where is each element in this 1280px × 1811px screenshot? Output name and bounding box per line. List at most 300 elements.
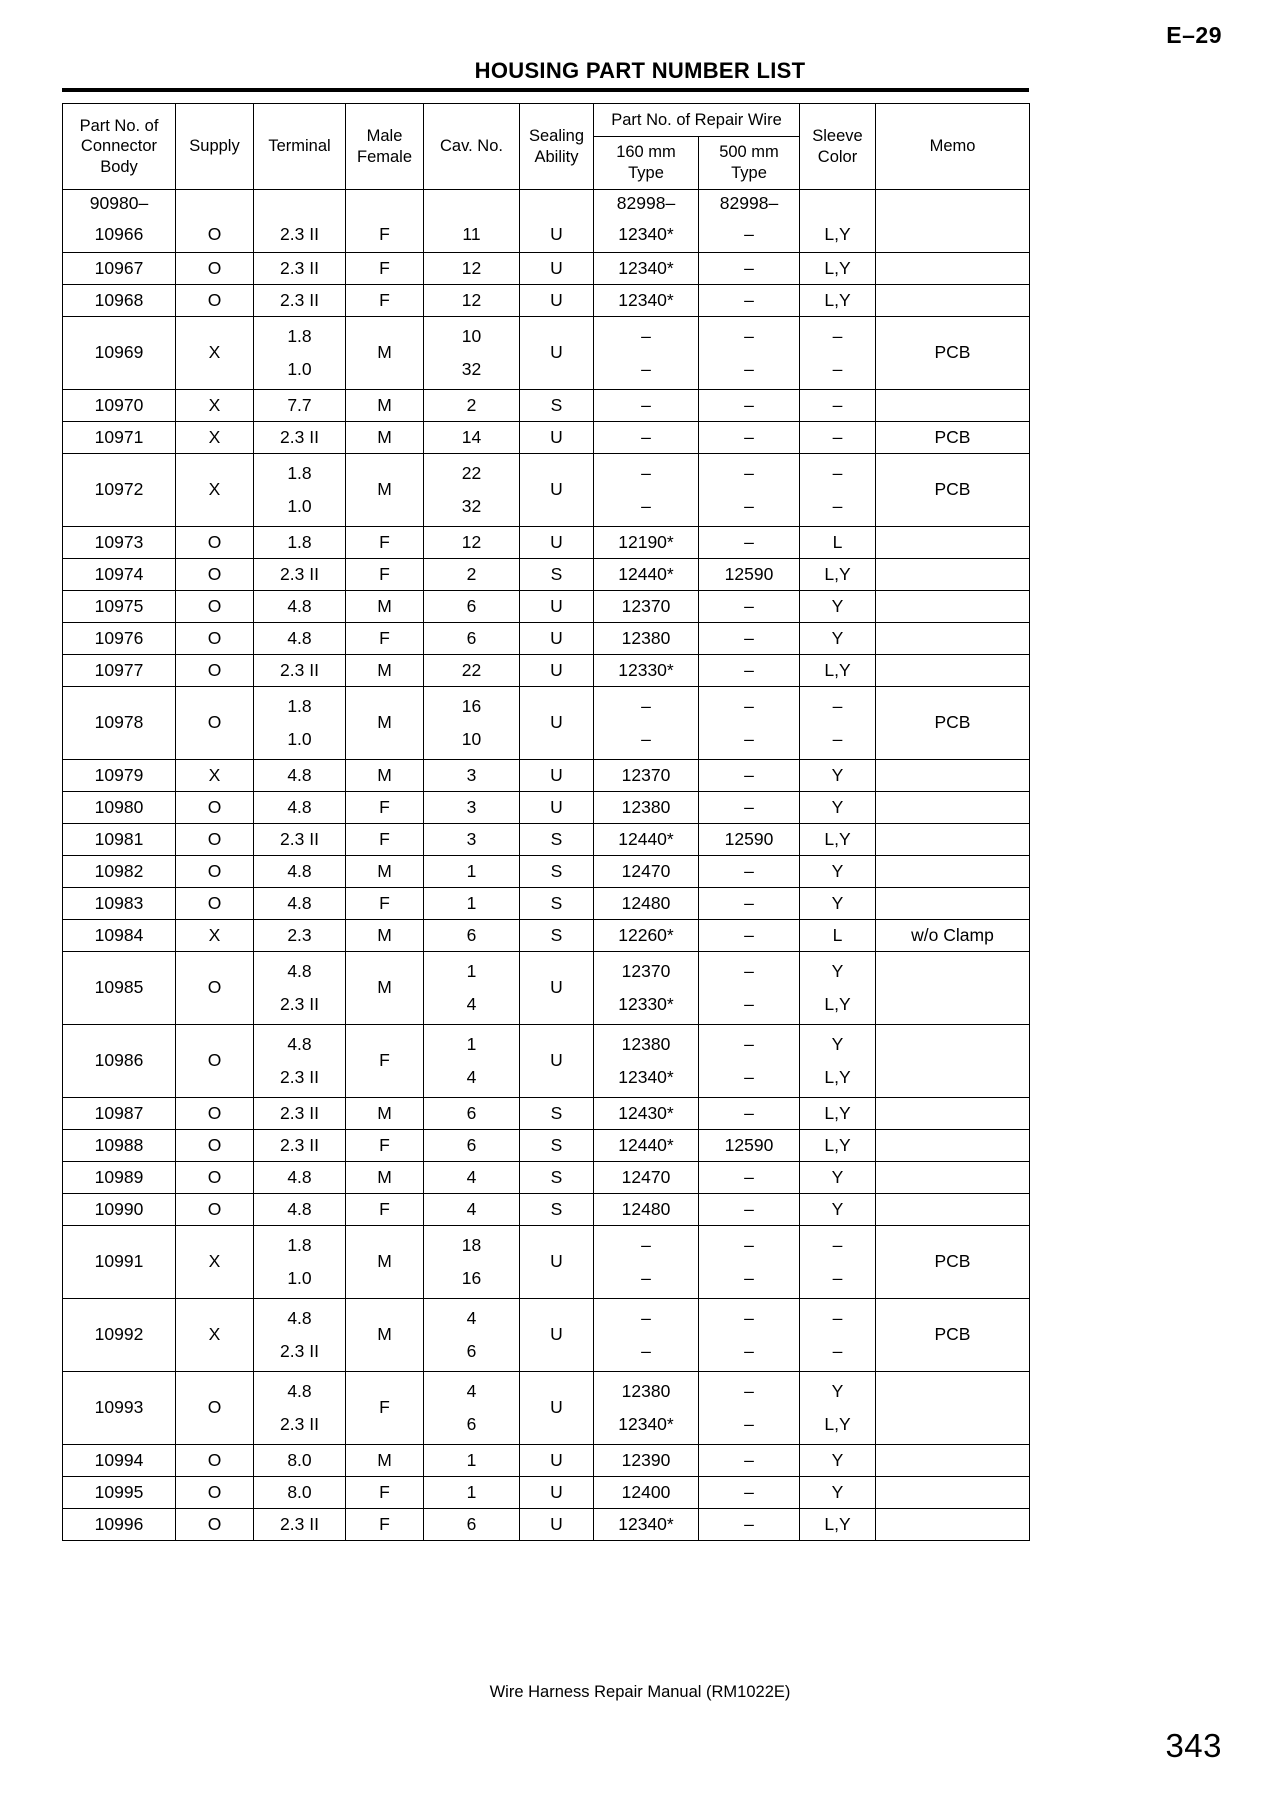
cell-repair-wire-500mm-line-1: – — [744, 325, 754, 346]
cell-supply: O — [176, 1509, 254, 1541]
cell-terminal: 1.8 — [254, 527, 346, 559]
cell-repair-wire-160mm-line-2: 12340* — [618, 1413, 674, 1434]
column-header-male: Male — [366, 126, 403, 145]
cell-terminal: 4.8 — [254, 1194, 346, 1226]
cell-repair-wire-500mm: 12590 — [699, 559, 800, 591]
cell-sleeve-color — [800, 1025, 876, 1098]
cell-repair-wire-500mm: – — [699, 792, 800, 824]
cell-sleeve-color: L — [800, 920, 876, 952]
cell-repair-wire-500mm: – — [699, 623, 800, 655]
cell-male-female: F — [346, 1130, 424, 1162]
cell-cav-no: 3 — [424, 792, 520, 824]
cell-sleeve-color: L,Y — [800, 1098, 876, 1130]
cell-supply: X — [176, 1299, 254, 1372]
cell-male-female: M — [346, 655, 424, 687]
cell-repair-wire-500mm: – — [699, 253, 800, 285]
cell-cav-no-line-2: 6 — [466, 1413, 477, 1434]
cell-part-no: 10975 — [63, 591, 176, 623]
cell-sleeve-color: Y — [800, 792, 876, 824]
cell-sleeve-color-line-1: – — [832, 325, 843, 346]
column-header-repair-wire-group: Part No. of Repair Wire — [594, 104, 800, 137]
cell-terminal: 2.3 II — [254, 422, 346, 454]
cell-sleeve-color-line-2: L,Y — [824, 993, 851, 1014]
cell-male-female: F — [346, 1025, 424, 1098]
cell-terminal: 4.8 — [254, 856, 346, 888]
cell-repair-wire-160mm: 12470 — [594, 856, 699, 888]
cell-memo — [876, 218, 1030, 253]
cell-cav-no-line-1: 1 — [466, 1033, 477, 1054]
cell-sealing-ability: S — [520, 1130, 594, 1162]
cell-memo: PCB — [876, 687, 1030, 760]
cell-sleeve-color: L,Y — [800, 824, 876, 856]
cell-supply: O — [176, 1477, 254, 1509]
cell-terminal: 8.0 — [254, 1445, 346, 1477]
cell-repair-wire-160mm — [594, 687, 699, 760]
cell-sealing-ability: S — [520, 1194, 594, 1226]
table-row — [63, 792, 1030, 824]
cell-sleeve-color: Y — [800, 888, 876, 920]
cell-sleeve-color: Y — [800, 856, 876, 888]
table-row — [63, 1098, 1030, 1130]
cell-repair-wire-160mm-line-1: – — [641, 695, 651, 716]
cell-terminal-line-1: 4.8 — [287, 1380, 312, 1401]
table-row — [63, 623, 1030, 655]
cell-terminal: 2.3 — [254, 920, 346, 952]
cell-memo: PCB — [876, 317, 1030, 390]
section-code: E–29 — [1166, 22, 1222, 48]
cell-sealing-ability: U — [520, 317, 594, 390]
cell-cav-no: 1 — [424, 888, 520, 920]
column-header-part-no-line1: Part No. of — [79, 116, 159, 135]
cell-memo: PCB — [876, 422, 1030, 454]
column-header-female: Female — [356, 147, 413, 166]
cell-cav-no: 6 — [424, 1130, 520, 1162]
cell-terminal: 2.3 II — [254, 1098, 346, 1130]
cell-part-no: 10966 — [63, 218, 176, 253]
table-row — [63, 952, 1030, 1025]
cell-repair-wire-160mm-line-1: – — [641, 325, 651, 346]
cell-memo — [876, 1509, 1030, 1541]
cell-repair-wire-500mm: – — [699, 1509, 800, 1541]
cell-cav-no-line-2: 32 — [461, 495, 482, 516]
cell-part-no: 10992 — [63, 1299, 176, 1372]
cell-male-female: F — [346, 559, 424, 591]
cell-terminal-line-1: 4.8 — [287, 1307, 312, 1328]
cell-sleeve-color — [800, 1299, 876, 1372]
cell-part-no: 90980– — [63, 190, 176, 219]
cell-part-no: 10971 — [63, 422, 176, 454]
cell-cav-no: 3 — [424, 760, 520, 792]
cell-male-female: M — [346, 1098, 424, 1130]
cell-cav-no — [424, 454, 520, 527]
cell-repair-wire-160mm — [594, 1372, 699, 1445]
cell-memo — [876, 253, 1030, 285]
cell-sleeve-color-line-1: Y — [831, 1380, 844, 1401]
cell-sealing-ability: U — [520, 527, 594, 559]
table-row — [63, 317, 1030, 390]
cell-repair-wire-160mm-line-1: 12380 — [621, 1380, 671, 1401]
cell-repair-wire-160mm: 82998– — [594, 190, 699, 219]
column-header-memo: Memo — [876, 104, 1030, 190]
column-header-cav-no: Cav. No. — [424, 104, 520, 190]
cell-terminal-line-2: 1.0 — [287, 495, 312, 516]
cell-sealing-ability: S — [520, 390, 594, 422]
cell-memo — [876, 1194, 1030, 1226]
cell-supply — [176, 190, 254, 219]
cell-sleeve-color — [800, 454, 876, 527]
cell-sleeve-color: Y — [800, 1194, 876, 1226]
cell-male-female: F — [346, 218, 424, 253]
cell-terminal: 2.3 II — [254, 218, 346, 253]
cell-terminal-line-2: 2.3 II — [280, 993, 319, 1014]
cell-sleeve-color — [800, 1372, 876, 1445]
cell-repair-wire-160mm — [594, 317, 699, 390]
cell-repair-wire-500mm-line-1: – — [744, 960, 754, 981]
cell-supply: O — [176, 623, 254, 655]
cell-repair-wire-160mm: 12190* — [594, 527, 699, 559]
cell-part-no: 10977 — [63, 655, 176, 687]
cell-terminal: 2.3 II — [254, 559, 346, 591]
cell-sleeve-color — [800, 952, 876, 1025]
cell-male-female: M — [346, 591, 424, 623]
cell-terminal: 4.8 — [254, 1162, 346, 1194]
cell-part-no: 10983 — [63, 888, 176, 920]
cell-sealing-ability: S — [520, 1162, 594, 1194]
cell-sleeve-color: – — [800, 390, 876, 422]
cell-cav-no-line-2: 4 — [466, 1066, 477, 1087]
cell-memo — [876, 792, 1030, 824]
column-header-160mm: 160 mm — [616, 143, 676, 162]
cell-part-no: 10996 — [63, 1509, 176, 1541]
cell-repair-wire-500mm-line-1: – — [744, 1234, 754, 1255]
table-row — [63, 1226, 1030, 1299]
cell-terminal-line-2: 1.0 — [287, 358, 312, 379]
cell-supply: O — [176, 1372, 254, 1445]
cell-male-female: M — [346, 952, 424, 1025]
cell-repair-wire-500mm: – — [699, 1445, 800, 1477]
cell-cav-no-line-1: 4 — [466, 1380, 477, 1401]
cell-memo — [876, 591, 1030, 623]
cell-repair-wire-500mm: – — [699, 218, 800, 253]
cell-terminal-line-1: 1.8 — [287, 325, 312, 346]
column-header-160mm-type — [594, 137, 699, 190]
column-header-terminal: Terminal — [254, 104, 346, 190]
cell-sealing-ability: U — [520, 792, 594, 824]
cell-terminal — [254, 687, 346, 760]
cell-supply: O — [176, 527, 254, 559]
cell-terminal — [254, 952, 346, 1025]
cell-male-female: F — [346, 253, 424, 285]
cell-part-no: 10976 — [63, 623, 176, 655]
table-body — [63, 190, 1030, 1541]
cell-male-female: F — [346, 888, 424, 920]
cell-cav-no: 12 — [424, 253, 520, 285]
cell-repair-wire-500mm-line-2: – — [744, 1413, 754, 1434]
cell-repair-wire-500mm: – — [699, 888, 800, 920]
table-row — [63, 422, 1030, 454]
cell-sleeve-color: – — [800, 422, 876, 454]
cell-sleeve-color: Y — [800, 623, 876, 655]
cell-repair-wire-500mm: 12590 — [699, 1130, 800, 1162]
cell-terminal-line-2: 1.0 — [287, 1267, 312, 1288]
cell-sleeve-color — [800, 1226, 876, 1299]
cell-memo — [876, 655, 1030, 687]
cell-memo — [876, 527, 1030, 559]
cell-repair-wire-160mm-line-2: 12330* — [618, 993, 674, 1014]
title-underline — [62, 88, 1029, 92]
cell-part-no: 10989 — [63, 1162, 176, 1194]
cell-sleeve-color-line-2: – — [832, 358, 843, 379]
cell-repair-wire-500mm-line-1: – — [744, 1033, 754, 1054]
column-header-part-no-line2: Connector — [80, 137, 158, 156]
cell-repair-wire-160mm-line-2: – — [641, 495, 651, 516]
cell-repair-wire-160mm: 12380 — [594, 623, 699, 655]
cell-terminal-line-1: 1.8 — [287, 695, 312, 716]
cell-repair-wire-500mm-line-2: – — [744, 1267, 754, 1288]
cell-supply: O — [176, 1445, 254, 1477]
cell-cav-no: 6 — [424, 591, 520, 623]
cell-terminal-line-2: 2.3 II — [280, 1413, 319, 1434]
cell-repair-wire-160mm: 12260* — [594, 920, 699, 952]
cell-repair-wire-160mm: 12330* — [594, 655, 699, 687]
table-row — [63, 687, 1030, 760]
cell-repair-wire-500mm-line-1: – — [744, 462, 754, 483]
cell-terminal: 4.8 — [254, 760, 346, 792]
cell-repair-wire-160mm-line-2: – — [641, 728, 651, 749]
cell-terminal: 4.8 — [254, 888, 346, 920]
cell-sealing-ability: S — [520, 559, 594, 591]
cell-repair-wire-500mm: – — [699, 1194, 800, 1226]
cell-sleeve-color: L,Y — [800, 1509, 876, 1541]
cell-sleeve-color: Y — [800, 760, 876, 792]
cell-part-no: 10978 — [63, 687, 176, 760]
cell-repair-wire-160mm — [594, 1025, 699, 1098]
cell-sealing-ability: U — [520, 253, 594, 285]
cell-sleeve-color: L,Y — [800, 285, 876, 317]
cell-terminal-line-1: 4.8 — [287, 960, 312, 981]
cell-sealing-ability: S — [520, 888, 594, 920]
cell-repair-wire-500mm: 82998– — [699, 190, 800, 219]
cell-part-no: 10986 — [63, 1025, 176, 1098]
cell-cav-no-line-2: 4 — [466, 993, 477, 1014]
table-row — [63, 559, 1030, 591]
cell-cav-no: 6 — [424, 623, 520, 655]
cell-repair-wire-160mm: – — [594, 422, 699, 454]
cell-male-female: F — [346, 792, 424, 824]
cell-repair-wire-500mm-line-2: – — [744, 1340, 754, 1361]
cell-sleeve-color-line-1: – — [832, 695, 843, 716]
cell-repair-wire-160mm: 12480 — [594, 888, 699, 920]
cell-repair-wire-500mm — [699, 1372, 800, 1445]
cell-terminal: 2.3 II — [254, 655, 346, 687]
cell-terminal-line-1: 1.8 — [287, 1234, 312, 1255]
cell-terminal: 4.8 — [254, 792, 346, 824]
table-row — [63, 1477, 1030, 1509]
housing-part-number-table — [62, 103, 1030, 1541]
cell-part-no: 10993 — [63, 1372, 176, 1445]
column-header-sealing: Sealing — [528, 126, 585, 145]
cell-memo — [876, 856, 1030, 888]
cell-supply: O — [176, 559, 254, 591]
cell-supply: X — [176, 390, 254, 422]
column-header-ability: Ability — [534, 147, 579, 166]
cell-sleeve-color: L,Y — [800, 655, 876, 687]
cell-memo — [876, 760, 1030, 792]
cell-part-no: 10980 — [63, 792, 176, 824]
cell-sealing-ability: U — [520, 1372, 594, 1445]
cell-sleeve-color: L — [800, 527, 876, 559]
cell-sleeve-color-line-1: – — [832, 1307, 843, 1328]
cell-supply: O — [176, 1162, 254, 1194]
cell-sleeve-color: L,Y — [800, 559, 876, 591]
cell-repair-wire-500mm: – — [699, 390, 800, 422]
cell-supply: X — [176, 317, 254, 390]
cell-part-no: 10969 — [63, 317, 176, 390]
cell-repair-wire-500mm-line-2: – — [744, 495, 754, 516]
cell-cav-no: 1 — [424, 856, 520, 888]
cell-sealing-ability: U — [520, 591, 594, 623]
cell-terminal — [254, 1372, 346, 1445]
cell-cav-no — [424, 1226, 520, 1299]
cell-repair-wire-500mm — [699, 317, 800, 390]
cell-repair-wire-160mm: 12440* — [594, 824, 699, 856]
cell-cav-no-line-2: 6 — [466, 1340, 477, 1361]
table-header — [63, 104, 1030, 190]
cell-part-no: 10985 — [63, 952, 176, 1025]
cell-cav-no-line-2: 10 — [461, 728, 482, 749]
cell-repair-wire-500mm: – — [699, 285, 800, 317]
cell-sleeve-color: Y — [800, 1445, 876, 1477]
cell-repair-wire-160mm: 12440* — [594, 559, 699, 591]
cell-sleeve-color — [800, 317, 876, 390]
cell-cav-no — [424, 687, 520, 760]
cell-sealing-ability: S — [520, 1098, 594, 1130]
cell-memo: PCB — [876, 1299, 1030, 1372]
cell-memo — [876, 1477, 1030, 1509]
cell-supply: O — [176, 591, 254, 623]
cell-repair-wire-500mm — [699, 687, 800, 760]
table-row — [63, 1372, 1030, 1445]
header-row-1 — [63, 104, 1030, 137]
cell-supply: O — [176, 792, 254, 824]
cell-cav-no: 12 — [424, 527, 520, 559]
table-row — [63, 824, 1030, 856]
cell-sleeve-color — [800, 687, 876, 760]
cell-terminal-line-1: 1.8 — [287, 462, 312, 483]
cell-repair-wire-160mm — [594, 454, 699, 527]
column-header-supply: Supply — [176, 104, 254, 190]
cell-cav-no: 3 — [424, 824, 520, 856]
table-row — [63, 218, 1030, 253]
cell-sleeve-color: L,Y — [800, 1130, 876, 1162]
cell-terminal: 8.0 — [254, 1477, 346, 1509]
cell-repair-wire-160mm-line-1: 12380 — [621, 1033, 671, 1054]
cell-male-female: F — [346, 285, 424, 317]
cell-sealing-ability: U — [520, 952, 594, 1025]
cell-terminal-line-1: 4.8 — [287, 1033, 312, 1054]
cell-male-female: M — [346, 454, 424, 527]
cell-repair-wire-500mm-line-2: – — [744, 728, 754, 749]
cell-repair-wire-160mm: 12480 — [594, 1194, 699, 1226]
cell-memo — [876, 190, 1030, 219]
cell-terminal: 4.8 — [254, 591, 346, 623]
cell-terminal — [254, 1226, 346, 1299]
cell-sealing-ability — [520, 190, 594, 219]
cell-memo — [876, 1372, 1030, 1445]
cell-repair-wire-160mm-line-1: – — [641, 1234, 651, 1255]
cell-cav-no — [424, 1299, 520, 1372]
cell-repair-wire-500mm: – — [699, 655, 800, 687]
cell-sleeve-color: Y — [800, 1477, 876, 1509]
cell-male-female: M — [346, 687, 424, 760]
table-row — [63, 1194, 1030, 1226]
cell-repair-wire-160mm — [594, 1226, 699, 1299]
column-header-male-female — [346, 104, 424, 190]
cell-repair-wire-160mm: 12470 — [594, 1162, 699, 1194]
cell-cav-no-line-1: 1 — [466, 960, 477, 981]
cell-sleeve-color: L,Y — [800, 253, 876, 285]
cell-supply: X — [176, 760, 254, 792]
table-row — [63, 1130, 1030, 1162]
cell-cav-no: 6 — [424, 1509, 520, 1541]
cell-male-female: M — [346, 422, 424, 454]
column-header-500mm-type — [699, 137, 800, 190]
cell-part-no: 10970 — [63, 390, 176, 422]
cell-sealing-ability: U — [520, 623, 594, 655]
cell-supply: O — [176, 856, 254, 888]
cell-supply: O — [176, 1098, 254, 1130]
cell-supply: O — [176, 218, 254, 253]
cell-terminal: 2.3 II — [254, 285, 346, 317]
table-row — [63, 655, 1030, 687]
cell-sealing-ability: U — [520, 218, 594, 253]
cell-terminal — [254, 454, 346, 527]
cell-male-female: F — [346, 1194, 424, 1226]
table-row — [63, 285, 1030, 317]
cell-supply: O — [176, 687, 254, 760]
cell-supply: O — [176, 824, 254, 856]
cell-supply: X — [176, 454, 254, 527]
cell-sealing-ability: U — [520, 1445, 594, 1477]
cell-memo — [876, 1025, 1030, 1098]
cell-cav-no — [424, 1372, 520, 1445]
column-header-500mm: 500 mm — [719, 143, 779, 162]
cell-sealing-ability: S — [520, 824, 594, 856]
cell-terminal-line-2: 1.0 — [287, 728, 312, 749]
cell-repair-wire-500mm — [699, 1025, 800, 1098]
cell-part-no: 10995 — [63, 1477, 176, 1509]
cell-cav-no-line-2: 16 — [461, 1267, 482, 1288]
cell-repair-wire-160mm — [594, 952, 699, 1025]
cell-terminal: 2.3 II — [254, 1130, 346, 1162]
cell-cav-no: 6 — [424, 920, 520, 952]
cell-memo — [876, 1098, 1030, 1130]
cell-repair-wire-500mm: – — [699, 1477, 800, 1509]
cell-cav-no: 11 — [424, 218, 520, 253]
column-header-160mm-type-label: Type — [628, 164, 664, 182]
cell-repair-wire-500mm: – — [699, 1162, 800, 1194]
column-header-part-no-line3: Body — [100, 157, 138, 176]
cell-cav-no-line-2: 32 — [461, 358, 482, 379]
cell-part-no: 10973 — [63, 527, 176, 559]
cell-terminal: 2.3 II — [254, 253, 346, 285]
cell-memo — [876, 824, 1030, 856]
cell-terminal: 2.3 II — [254, 1509, 346, 1541]
table-row — [63, 527, 1030, 559]
cell-repair-wire-160mm: 12370 — [594, 760, 699, 792]
cell-repair-wire-160mm: 12340* — [594, 253, 699, 285]
cell-sleeve-color-line-1: Y — [831, 1033, 844, 1054]
